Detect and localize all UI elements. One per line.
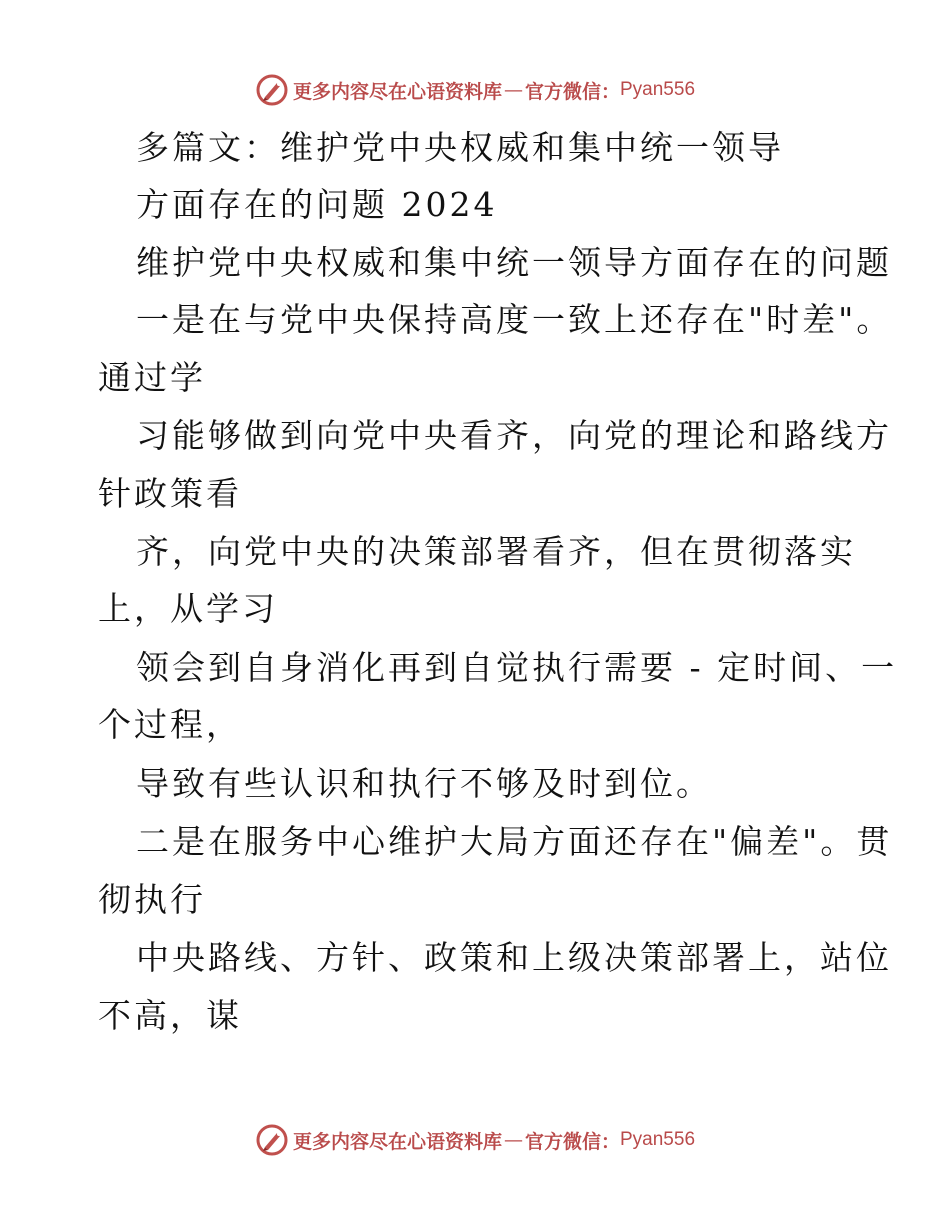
header-watermark	[0, 70, 950, 110]
watermark-dash: —	[503, 79, 523, 101]
watermark-account: Pyan556	[620, 1129, 696, 1150]
doc-line: 上，从学习	[98, 589, 278, 628]
doc-title-line-1: 多篇文：维护党中央权威和集中统一领导	[136, 128, 784, 167]
footer-watermark	[0, 1120, 950, 1160]
watermark-account: Pyan556	[620, 79, 696, 100]
doc-line: 针政策看	[98, 474, 242, 513]
watermark-text: 更多内容尽在心语资料库	[292, 1130, 502, 1153]
doc-line: 领会到自身消化再到自觉执行需要 - 定时间、一	[136, 648, 898, 687]
pen-logo-icon	[255, 1123, 289, 1157]
doc-line: 齐，向党中央的决策部署看齐，但在贯彻落实	[136, 532, 856, 571]
doc-line: 习能够做到向党中央看齐，向党的理论和路线方	[136, 416, 892, 455]
doc-line: 不高，谋	[98, 996, 242, 1035]
doc-line: 通过学	[98, 358, 206, 397]
doc-heading: 维护党中央权威和集中统一领导方面存在的问题	[136, 243, 892, 282]
doc-line: 一是在与党中央保持高度一致上还存在"时差"。	[136, 300, 893, 339]
doc-line: 中央路线、方针、政策和上级决策部署上，站位	[136, 938, 892, 977]
pen-logo-icon	[255, 73, 289, 107]
watermark-label: 官方微信：	[524, 1130, 620, 1153]
doc-line: 个过程，	[98, 705, 242, 744]
doc-line: 二是在服务中心维护大局方面还存在"偏差"。贯	[136, 822, 893, 861]
doc-line: 彻执行	[98, 880, 206, 919]
doc-line: 导致有些认识和执行不够及时到位。	[136, 764, 712, 803]
watermark-dash: —	[503, 1129, 523, 1151]
watermark-label: 官方微信：	[524, 80, 620, 103]
doc-title-line-2: 方面存在的问题 2024	[136, 185, 498, 224]
watermark-text: 更多内容尽在心语资料库	[292, 80, 502, 103]
